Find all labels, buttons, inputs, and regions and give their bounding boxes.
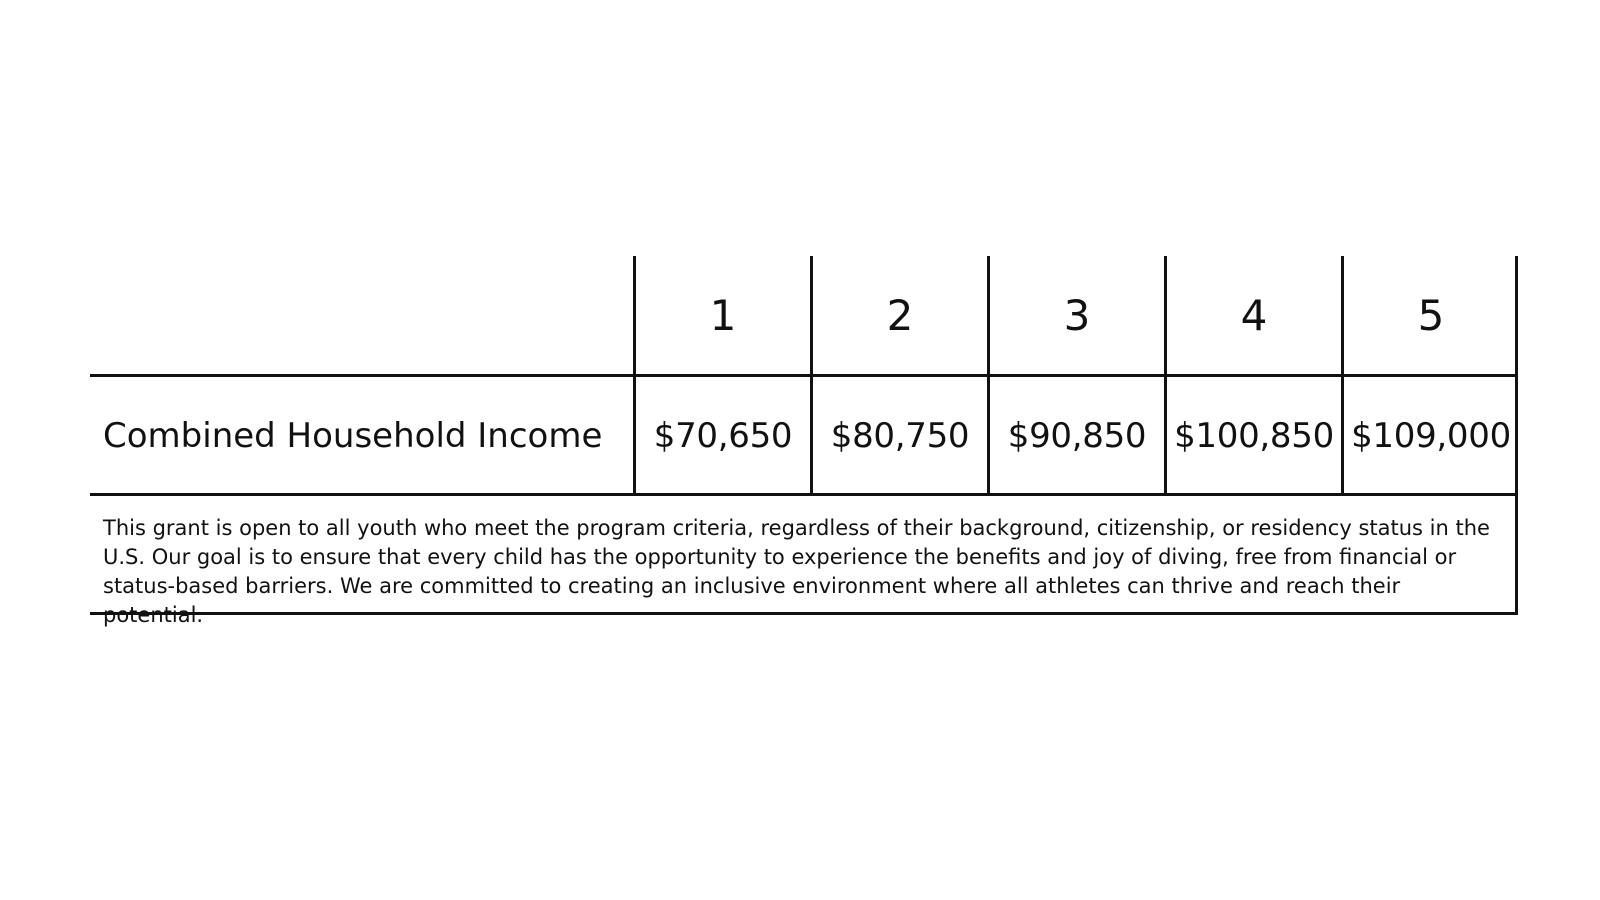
household-size-header-1: 1 [709,290,737,340]
household-size-header-5: 5 [1417,290,1445,340]
combined-household-income-label: Combined Household Income [103,416,603,456]
income-limit-size-5: $109,000 [1351,416,1511,456]
income-limit-size-3: $90,850 [1007,416,1147,456]
household-size-header-4: 4 [1240,290,1268,340]
income-limit-size-2: $80,750 [830,416,970,456]
income-limit-size-1: $70,650 [653,416,793,456]
household-size-header-2: 2 [886,290,914,340]
income-limit-size-4: $100,850 [1174,416,1334,456]
household-size-header-3: 3 [1063,290,1091,340]
income-eligibility-table [90,256,1518,627]
eligibility-note-paragraph: This grant is open to all youth who meet the program criteria, regardless of their background, citizenship, or residency status in the U.S. Our goal is to ensure that every child has the opportunity to experience the benefits and joy of diving, free from financial or status-based barriers. We are committed to creating an inclusive environment where all athletes can thrive and reach their potential. [103,516,1490,627]
